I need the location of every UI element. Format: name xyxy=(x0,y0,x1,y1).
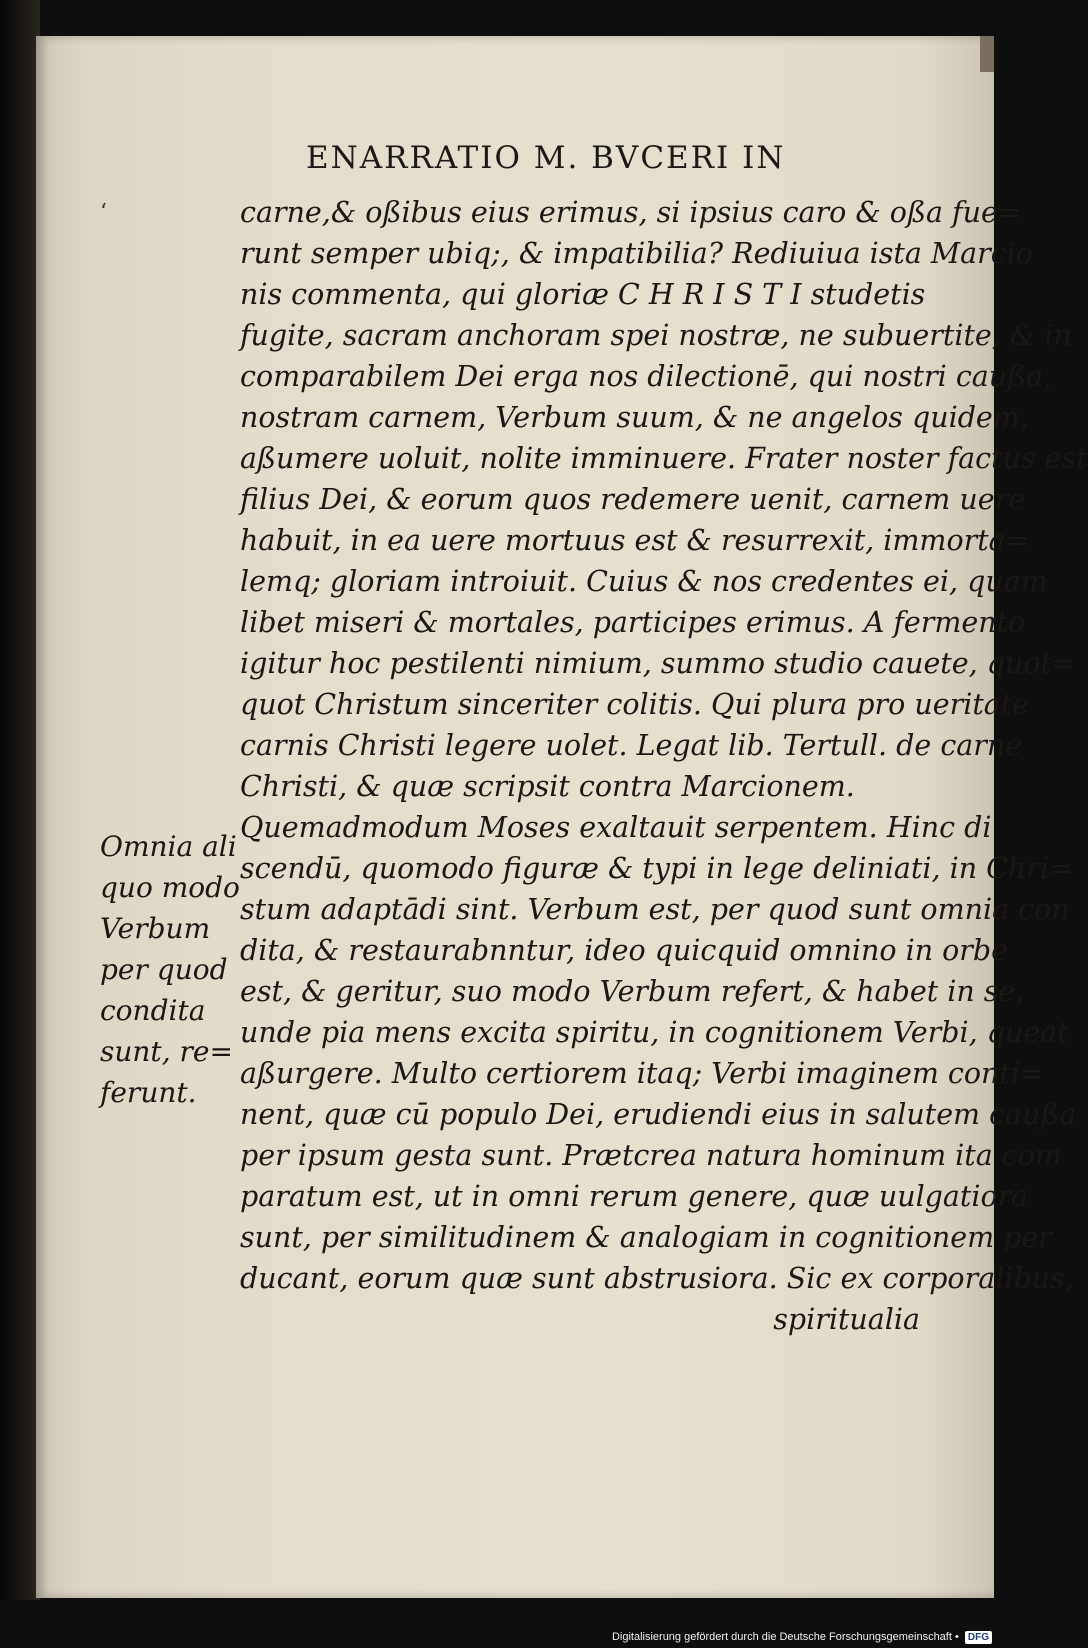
text-line: paratum est, ut in omni rerum genere, quæ uulgatiora xyxy=(240,1180,1029,1213)
catchword: spiritualia xyxy=(773,1303,920,1336)
marginal-note xyxy=(100,826,240,1113)
text-line: stum adaptādi sint. Verbum est, per quod sunt omnia con xyxy=(240,893,1070,926)
marginal-note-line: Omnia ali xyxy=(100,830,237,863)
marginal-note-line: quo modo xyxy=(100,871,240,904)
text-line: runt semper ubiq;, & impatibilia? Rediuiua ista Marcio xyxy=(240,237,1033,270)
text-line: libet miseri & mortales, participes erimus. A fermento xyxy=(240,606,1026,639)
marginal-note-line: per quod xyxy=(100,953,228,986)
text-line: dita, & restaurabnntur, ideo quicquid omnino in orbe xyxy=(240,934,1009,967)
text-line: ducant, eorum quæ sunt abstrusiora. Sic ex corporalibus, xyxy=(240,1262,1074,1295)
text-line: nent, quæ cū populo Dei, erudiendi eius in salutem caußa xyxy=(240,1098,1077,1131)
credit-text: Digitalisierung gefördert durch die Deutsche Forschungsgemeinschaft • xyxy=(611,1631,959,1643)
page-edge-strip xyxy=(980,36,994,72)
text-line: igitur hoc pestilenti nimium, summo studio cauete, quot= xyxy=(240,647,1076,680)
text-line: habuit, in ea uere mortuus est & resurrexit, immorta= xyxy=(240,524,1030,557)
text-line: Quemadmodum Moses exaltauit serpentem. Hinc di xyxy=(240,811,992,844)
text-line: scendū, quomodo figuræ & typi in lege deliniati, in Chri= xyxy=(240,852,1073,885)
dfg-logo: DFG xyxy=(965,1631,992,1644)
text-line: per ipsum gesta sunt. Prætcrea natura hominum ita com xyxy=(240,1139,1062,1172)
funding-credit xyxy=(612,1631,992,1644)
margin-mark: ʻ xyxy=(100,200,107,225)
text-line: carnis Christi legere uolet. Legat lib. Tertull. de carne xyxy=(240,729,1023,762)
text-line: quot Christum sinceriter colitis. Qui plura pro ueritate xyxy=(240,688,1030,721)
text-line: unde pia mens excita spiritu, in cognitionem Verbi, queat xyxy=(240,1016,1069,1049)
text-line: sunt, per similitudinem & analogiam in cognitionem per xyxy=(240,1221,1052,1254)
text-line: aßumere uoluit, nolite imminuere. Frater noster factus est xyxy=(240,442,1088,475)
text-line: comparabilem Dei erga nos dilectionē, qui nostri caußa, xyxy=(240,360,1053,393)
text-line: aßurgere. Multo certiorem itaq; Verbi imaginem conti= xyxy=(240,1057,1044,1090)
book-spine-shadow xyxy=(0,0,40,1648)
marginal-note-line: Verbum xyxy=(100,912,211,945)
text-line: Christi, & quæ scripsit contra Marcionem. xyxy=(240,770,855,803)
text-line: est, & geritur, suo modo Verbum refert, & habet in se, xyxy=(240,975,1025,1008)
text-line: fugite, sacram anchoram spei nostræ, ne subuertite, & in xyxy=(240,319,1072,352)
text-line: nis commenta, qui gloriæ C H R I S T I studetis xyxy=(240,278,926,311)
body-text xyxy=(240,192,1088,1340)
marginal-note-line: ferunt. xyxy=(100,1076,197,1109)
text-line: nostram carnem, Verbum suum, & ne angelos quidem, xyxy=(240,401,1029,434)
text-line: filius Dei, & eorum quos redemere uenit, carnem uere xyxy=(240,483,1026,516)
marginal-note-line: condita xyxy=(100,994,206,1027)
marginal-note-line: sunt, re= xyxy=(100,1035,233,1068)
running-head: ENARRATIO M. BVCERI IN xyxy=(306,140,786,176)
text-line: carne,& oßibus eius erimus, si ipsius caro & oßa fue= xyxy=(240,196,1022,229)
text-line: lemq; gloriam introiuit. Cuius & nos credentes ei, quam xyxy=(240,565,1048,598)
